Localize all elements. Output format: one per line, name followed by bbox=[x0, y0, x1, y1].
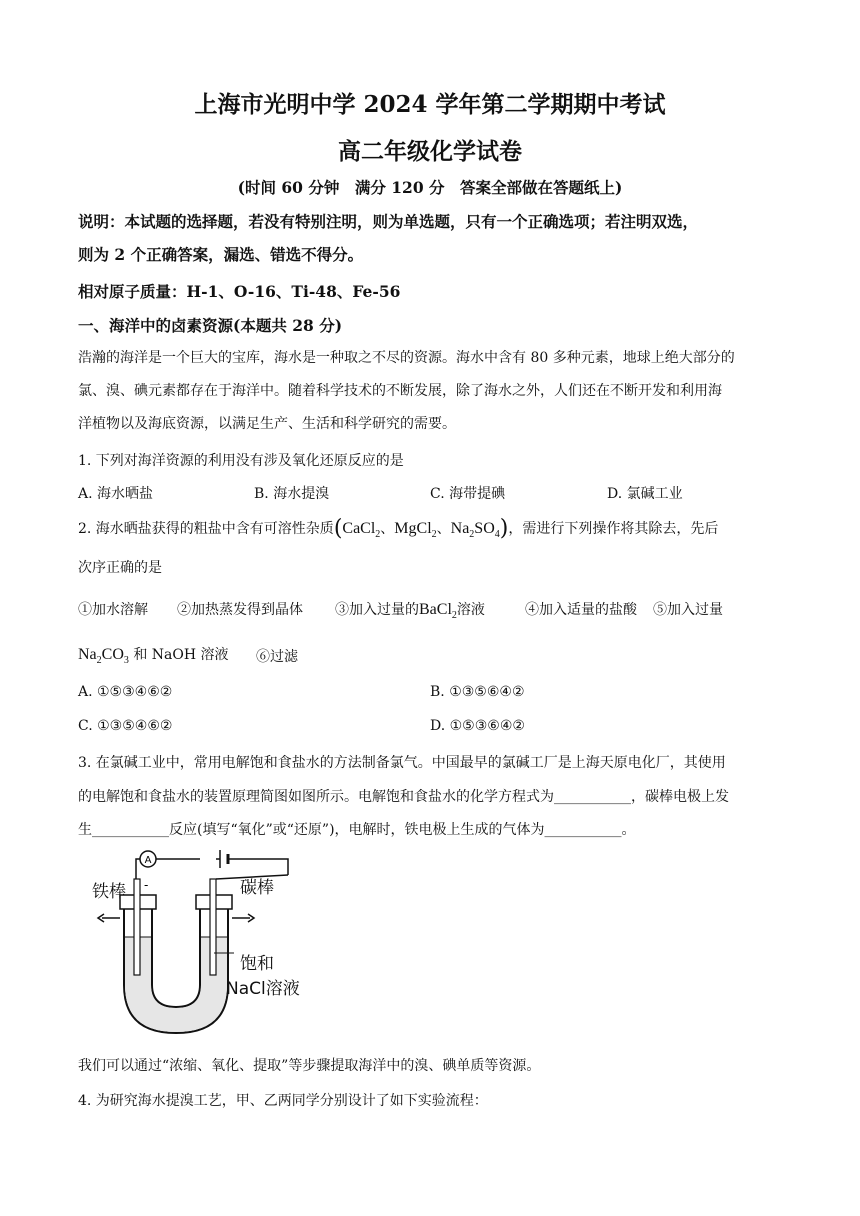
solution-label-2: NaCl溶液 bbox=[226, 979, 300, 999]
q1-option-c: C. 海带提碘 bbox=[430, 486, 506, 502]
separator: 、 bbox=[380, 521, 395, 537]
open-paren: ( bbox=[333, 516, 343, 541]
q3-line-1: 3. 在氯碱工业中，常用电解饱和食盐水的方法制备氯气。中国最早的氯碱工厂是上海天原电化厂，其使用 bbox=[78, 755, 726, 771]
q2-step-5-continued: $Na_2CO_3$ 和 NaOH 溶液 bbox=[78, 646, 229, 667]
q2-step-1: ①加水溶解 bbox=[78, 602, 148, 618]
q1-stem: 1. 下列对海洋资源的利用没有涉及氧化还原反应的是 bbox=[78, 453, 404, 469]
q2-stem bbox=[78, 516, 718, 541]
q2-step-5: ⑤加入过量 bbox=[653, 602, 723, 618]
carbon-rod bbox=[210, 879, 216, 975]
formula-mgcl2: MgCl$_2$ bbox=[394, 520, 437, 541]
instructions-line-1: 说明：本试题的选择题，若没有特别注明，则为单选题，只有一个正确选项；若注明双选， bbox=[78, 212, 699, 231]
q2-option-d: D. ①⑤③⑥④② bbox=[430, 718, 525, 734]
q3-line-3: 生___________反应(填写“氧化”或“还原”)，电解时，铁电极上生成的气体为___________。 bbox=[78, 822, 636, 838]
q3-line-2: 的电解饱和食盐水的装置原理简图如图所示。电解饱和食盐水的化学方程式为___________，碳棒电极上发 bbox=[78, 789, 729, 805]
q2-stem-line-2: 次序正确的是 bbox=[78, 560, 162, 576]
exam-subtitle: 高二年级化学试卷 bbox=[338, 138, 522, 165]
formula-na2so4: $Na_2SO_4$ bbox=[450, 520, 500, 541]
q2-stem-after: ，需进行下列操作将其除去，先后 bbox=[508, 521, 719, 537]
q2-step-6: ⑥过滤 bbox=[256, 649, 298, 665]
q2-step-4: ④加入适量的盐酸 bbox=[525, 602, 637, 618]
instructions-line-2: 则为 2 个正确答案，漏选、错选不得分。 bbox=[78, 245, 364, 264]
exam-title: 上海市光明中学 2024 学年第二学期期中考试 bbox=[194, 91, 666, 118]
q2-option-b: B. ①③⑤⑥④② bbox=[430, 684, 525, 700]
close-paren: ) bbox=[499, 516, 509, 541]
atomic-mass-line: 相对原子质量：H-1、O-16、Ti-48、Fe-56 bbox=[78, 282, 401, 301]
closing-line: 我们可以通过“浓缩、氧化、提取”等步骤提取海洋中的溴、碘单质等资源。 bbox=[78, 1058, 541, 1074]
iron-rod-label: 铁棒 bbox=[92, 882, 126, 902]
q2-step-3: ③加入过量的BaCl$_2$溶液 bbox=[335, 601, 485, 622]
q1-option-b: B. 海水提溴 bbox=[254, 486, 330, 502]
q2-step-2: ②加热蒸发得到晶体 bbox=[177, 602, 303, 618]
svg-text:-: - bbox=[144, 878, 149, 892]
solution-label-1: 饱和 bbox=[240, 954, 274, 974]
section-heading: 一、海洋中的卤素资源(本题共 28 分) bbox=[78, 316, 343, 335]
svg-text:A: A bbox=[144, 855, 152, 866]
formula-cacl2: CaCl$_2$ bbox=[342, 520, 381, 541]
u-tube-inner bbox=[152, 907, 200, 1007]
intro-line-3: 洋植物以及海底资源，以满足生产、生活和科学研究的需要。 bbox=[78, 416, 456, 432]
carbon-rod-label: 碳棒 bbox=[240, 878, 274, 898]
q1-option-d: D. 氯碱工业 bbox=[607, 486, 683, 502]
q1-option-a: A. 海水晒盐 bbox=[78, 486, 154, 502]
exam-note: (时间 60 分钟 满分 120 分 答案全部做在答题纸上) bbox=[237, 178, 623, 197]
intro-line-1: 浩瀚的海洋是一个巨大的宝库，海水是一种取之不尽的资源。海水中含有 80 多种元素，地球上绝大部分的 bbox=[78, 350, 735, 366]
iron-rod bbox=[134, 879, 140, 975]
q4-stem: 4. 为研究海水提溴工艺，甲、乙两同学分别设计了如下实验流程： bbox=[78, 1093, 488, 1109]
q2-option-a: A. ①⑤③④⑥② bbox=[78, 684, 173, 700]
electrolysis-apparatus-figure bbox=[88, 845, 328, 1041]
q2-option-c: C. ①③⑤④⑥② bbox=[78, 718, 173, 734]
intro-line-2: 氯、溴、碘元素都存在于海洋中。随着科学技术的不断发展，除了海水之外，人们还在不断开发和利用海 bbox=[78, 383, 722, 399]
q2-stem-before: 2. 海水晒盐获得的粗盐中含有可溶性杂质 bbox=[78, 521, 334, 537]
separator: 、 bbox=[436, 521, 451, 537]
